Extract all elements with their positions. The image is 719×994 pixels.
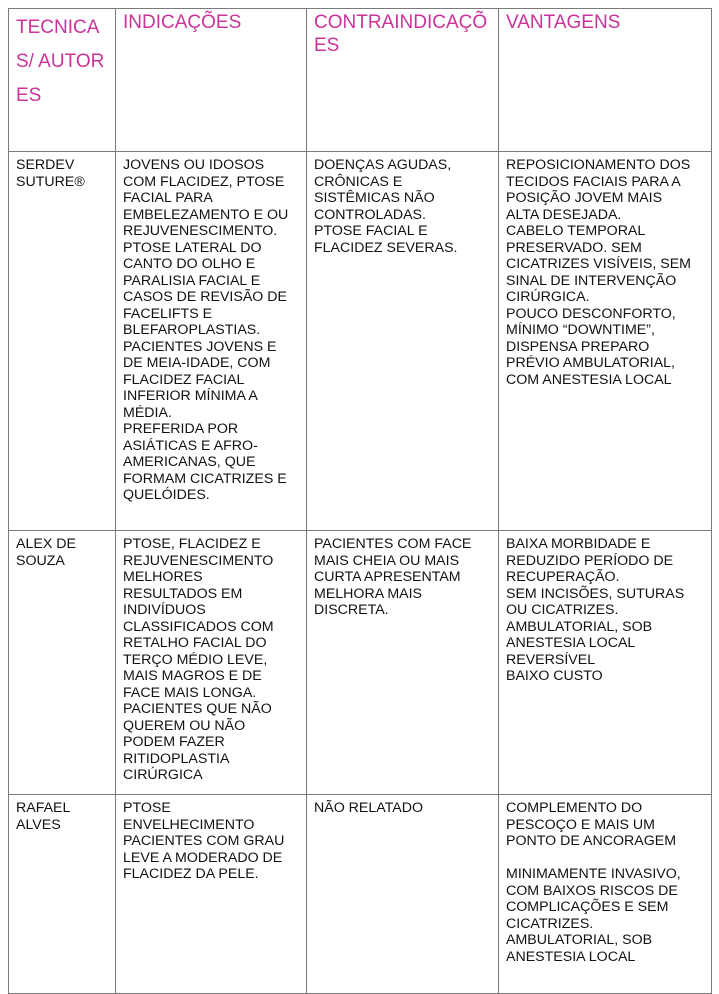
header-contraindications: CONTRAINDICAÇÕES — [307, 9, 499, 152]
indications-cell: PTOSE, FLACIDEZ E REJUVENESCIMENTO MELHORES RESULTADOS EM INDIVÍDUOS CLASSIFICADOS COM RETALHO FACIAL DO TERÇO MÉDIO LEVE, MAIS MAGROS E DE FACE MAIS LONGA. PACIENTES QUE NÃO QUEREM OU NÃO PODEM FAZER RITIDOPLASTIA CIRÚRGICA — [116, 531, 307, 795]
table-row — [9, 152, 712, 531]
comparison-table — [8, 8, 712, 994]
table-row — [9, 795, 712, 994]
header-indications: INDICAÇÕES — [116, 9, 307, 152]
contraindications-cell: DOENÇAS AGUDAS, CRÔNICAS E SISTÊMICAS NÃO CONTROLADAS. PTOSE FACIAL E FLACIDEZ SEVERAS. — [307, 152, 499, 531]
header-advantages: VANTAGENS — [499, 9, 712, 152]
advantages-cell: REPOSICIONAMENTO DOS TECIDOS FACIAIS PARA A POSIÇÃO JOVEM MAIS ALTA DESEJADA. CABELO TEMPORAL PRESERVADO. SEM CICATRIZES VISÍVEIS, SEM SINAL DE INTERVENÇÃO CIRÚRGICA. POUCO DESCONFORTO, MÍNIMO “DOWNTIME”, DISPENSA PREPARO PRÉVIO AMBULATORIAL, COM ANESTESIA LOCAL — [499, 152, 712, 531]
header-row — [9, 9, 712, 152]
technique-cell: RAFAEL ALVES — [9, 795, 116, 994]
contraindications-cell: PACIENTES COM FACE MAIS CHEIA OU MAIS CURTA APRESENTAM MELHORA MAIS DISCRETA. — [307, 531, 499, 795]
header-techniques-authors: TECNICAS/ AUTORES — [9, 9, 116, 152]
advantages-cell: COMPLEMENTO DO PESCOÇO E MAIS UM PONTO DE ANCORAGEM MINIMAMENTE INVASIVO, COM BAIXOS RISCOS DE COMPLICAÇÕES E SEM CICATRIZES. AMBULATORIAL, SOB ANESTESIA LOCAL — [499, 795, 712, 994]
technique-cell: ALEX DE SOUZA — [9, 531, 116, 795]
contraindications-cell: NÃO RELATADO — [307, 795, 499, 994]
advantages-cell: BAIXA MORBIDADE E REDUZIDO PERÍODO DE RECUPERAÇÃO. SEM INCISÕES, SUTURAS OU CICATRIZES. AMBULATORIAL, SOB ANESTESIA LOCAL REVERSÍVEL BAIXO CUSTO — [499, 531, 712, 795]
indications-cell: PTOSE ENVELHECIMENTO PACIENTES COM GRAU LEVE A MODERADO DE FLACIDEZ DA PELE. — [116, 795, 307, 994]
indications-cell: JOVENS OU IDOSOS COM FLACIDEZ, PTOSE FACIAL PARA EMBELEZAMENTO E OU REJUVENESCIMENTO. PTOSE LATERAL DO CANTO DO OLHO E PARALISIA FACIAL E CASOS DE REVISÃO DE FACELIFTS E BLEFAROPLASTIAS. PACIENTES JOVENS E DE MEIA-IDADE, COM FLACIDEZ FACIAL INFERIOR MÍNIMA A MÉDIA. PREFERIDA POR ASIÁTICAS E AFRO- AMERICANAS, QUE FORMAM CICATRIZES E QUELÓIDES. — [116, 152, 307, 531]
technique-cell: SERDEV SUTURE® — [9, 152, 116, 531]
table-row — [9, 531, 712, 795]
